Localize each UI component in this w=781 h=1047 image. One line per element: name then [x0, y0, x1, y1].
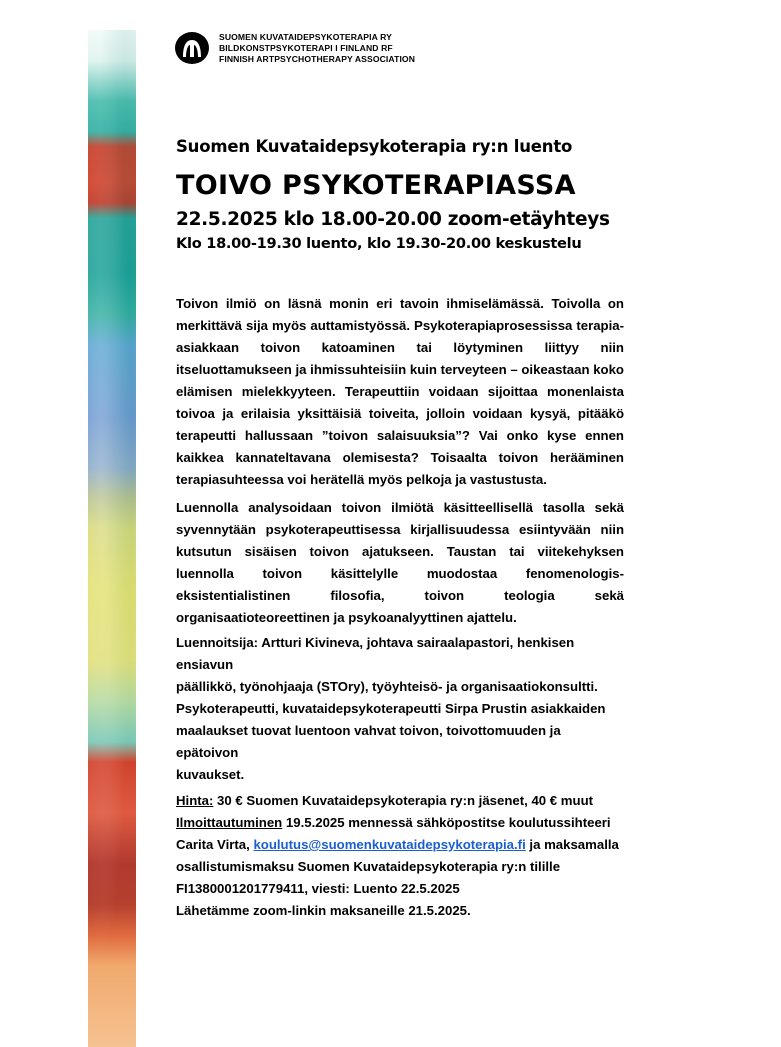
email-link[interactable]: koulutus@suomenkuvataidepsykoterapia.fi: [253, 837, 526, 852]
account-line: FI1380001201779411, viesti: Luento 22.5.2025: [176, 881, 460, 896]
price-text: 30 € Suomen Kuvataidepsykoterapia ry:n jäsenet, 40 € muut: [213, 793, 594, 808]
lecturer-line: Psykoterapeutti, kuvataidepsykoterapeutti Sirpa Prustin asiakkaiden: [176, 701, 606, 716]
logo-line-english: FINNISH ARTPSYCHOTHERAPY ASSOCIATION: [219, 53, 416, 64]
lecturer-line: maalaukset tuovat luentoon vahvat toivon, toivottomuuden ja epätoivon: [176, 723, 561, 760]
registration-label: Ilmoittautuminen: [176, 815, 283, 830]
registration-info: [176, 790, 624, 922]
intro-paragraph: Toivon ilmiö on läsnä monin eri tavoin ihmiselämässä. Toivolla on merkittävä sija myös auttamistyössä. Psykoterapiaprosessissa terapia-asiakkaan toivon katoaminen tai löytyminen liittyy niin itseluottamukseen ja ihmissuhteisiin kuin terveyteen – oikeastaan koko elämisen mielekkyyteen. Terapeuttiin voidaan sijoittaa monenlaista toivoa ja erilaisia yksittäisiä toiveita, jolloin voidaan kysyä, pitääkö terapeutti hallussaan ”toivon salaisuuksia”? Vai onko kyse ennen kaikkea kannateltavana olemisesta? Toisaalta toivon herääminen terapiasuhteessa voi herätellä myös pelkoja ja vastustusta.: [176, 296, 624, 487]
lecturer-paragraph: [176, 632, 624, 786]
lecturer-line: päällikkö, työnohjaaja (STOry), työyhteisö- ja organisaatiokonsultti.: [176, 679, 598, 694]
association-logo: [173, 30, 415, 66]
lecturer-line: Luennoitsija: Artturi Kivineva, johtava sairaalapastori, henkisen ensiavun: [176, 635, 575, 672]
registration-line: [176, 812, 624, 834]
price-label: Hinta:: [176, 793, 214, 808]
contact-line: [176, 834, 624, 856]
lecturer-line: kuvaukset.: [176, 767, 245, 782]
contact-suffix: ja maksamalla: [525, 837, 619, 852]
event-subtitle: Suomen Kuvataidepsykoterapia ry:n luento: [176, 137, 573, 156]
contact-prefix: Carita Virta,: [176, 837, 254, 852]
payment-line: osallistumismaksu Suomen Kuvataidepsykoterapia ry:n tilille: [176, 859, 561, 874]
event-header: [176, 137, 610, 252]
watercolor-decoration-strip: [88, 30, 136, 1047]
analysis-paragraph: Luennolla analysoidaan toivon ilmiötä käsitteellisellä tasolla sekä syvennytään psykoterapeuttisessa kirjallisuudessa esiintyvään niin kutsutun sisäisen toivon ajatukseen. Taustan tai viitekehyksen luennolla toivon käsittelylle muodostaa fenomenologis-eksistentialistinen filosofia, toivon teologia sekä organisaatioteoreettinen ja psykoanalyyttinen ajattelu.: [176, 500, 624, 625]
logo-emblem-icon: [173, 30, 211, 66]
event-title: TOIVO PSYKOTERAPIASSA: [176, 170, 576, 201]
registration-text: 19.5.2025 mennessä sähköpostitse koulutussihteeri: [282, 815, 611, 830]
zoom-link-line: Lähetämme zoom-linkin maksaneille 21.5.2025.: [176, 903, 471, 918]
price-line: [176, 790, 624, 812]
logo-text: [219, 32, 415, 65]
event-dateline: 22.5.2025 klo 18.00-20.00 zoom-etäyhteys: [176, 209, 610, 230]
event-schedule: Klo 18.00-19.30 luento, klo 19.30-20.00 keskustelu: [176, 235, 582, 252]
logo-line-finnish: SUOMEN KUVATAIDEPSYKOTERAPIA RY: [219, 31, 392, 42]
logo-line-swedish: BILDKONSTPSYKOTERAPI I FINLAND RF: [219, 42, 393, 53]
